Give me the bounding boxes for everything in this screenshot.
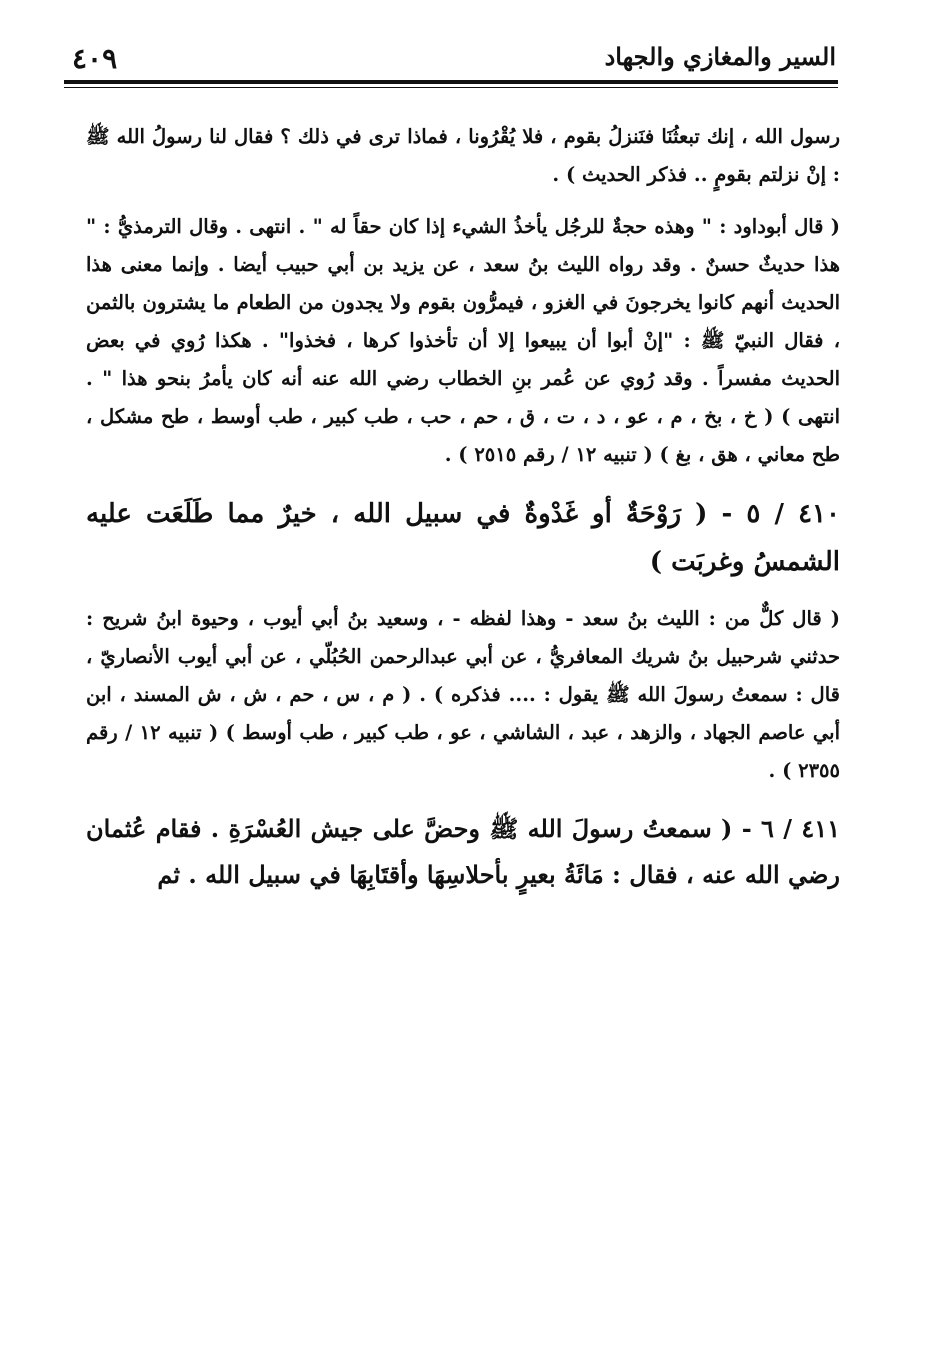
hadith-heading-410: ٤١٠ / ٥ - ( رَوْحَةٌ أو غَدْوةٌ في سبيل الله ، خيرٌ مما طَلَعَت عليه الشمسُ وغربَت ) bbox=[86, 499, 840, 577]
header-rule-thick bbox=[64, 80, 838, 84]
commentary-paragraph-1: ( قال أبوداود : " وهذه حجةٌ للرجُل يأخذُ الشيء إذا كان حقاً له " . انتهى . وقال الترمذيُّ : " هذا حديثٌ حسنٌ . وقد رواه الليث بنُ سعد ، عن يزيد بن أبي حبيب أيضا . وإنما معنى هذا الحديث أنهم كانوا يخرجونَ في الغزو ، فيمرُّون بقوم ولا يجدون من الطعام ما يشترون بالثمن ، فقال النبيّ ﷺ : "إنْ أبوا أن يبيعوا إلا أن تأخذوا كرها ، فخذوا" . هكذا رُوي في بعض الحديث مفسراً . وقد رُوي عن عُمر بنِ الخطاب رضي الله عنه أنه كان يأمرُ بنحو هذا " . انتهى ) ( خ ، بخ ، م ، عو ، د ، ت ، ق ، حم ، حب ، طب كبير ، طب أوسط ، طح مشكل ، طح معاني ، هق ، بغ ) ( تنبيه ١٢ / رقم ٢٥١٥ ) . bbox=[86, 215, 840, 466]
page-body bbox=[86, 118, 840, 898]
page-number: ٤٠٩ bbox=[72, 42, 118, 75]
header-rule-thin bbox=[64, 87, 838, 88]
commentary-paragraph-2: ( قال كلٌّ من : الليث بنُ سعد - وهذا لفظه - ، وسعيد بنُ أبي أيوب ، وحيوة ابنُ شريح : حدثني شرحبيل بنُ شريك المعافريُّ ، عن أبي عبدالرحمن الحُبُلّي ، عن أبي أيوب الأنصاريّ ، قال : سمعتُ رسولَ الله ﷺ يقول : .... فذكره ) . ( م ، س ، حم ، ش ، ش المسند ، ابن أبي عاصم الجهاد ، والزهد ، عبد ، الشاشي ، عو ، طب كبير ، طب أوسط ) ( تنبيه ١٢ / رقم ٢٣٥٥ ) . bbox=[86, 607, 841, 782]
body-paragraph-1: رسول الله ، إنك تبعثُنَا فنَنزلُ بقوم ، فلا يُقْرُونا ، فماذا ترى في ذلك ؟ فقال لنا رسولُ الله ﷺ : إنْ نزلتم بقومٍ .. فذكر الحديث ) . bbox=[86, 125, 840, 186]
hadith-heading-411: ٤١١ / ٦ - ( سمعتُ رسولَ الله ﷺ وحضَّ على جيش العُسْرَةِ . فقام عُثمان رضي الله عنه ، فقال : مَائَةُ بعيرٍ بأحلاسِهَا وأقتَابِهَا في سبيل الله . ثم bbox=[86, 814, 840, 889]
page-header bbox=[72, 36, 836, 86]
running-head: السير والمغازي والجهاد bbox=[604, 42, 836, 71]
